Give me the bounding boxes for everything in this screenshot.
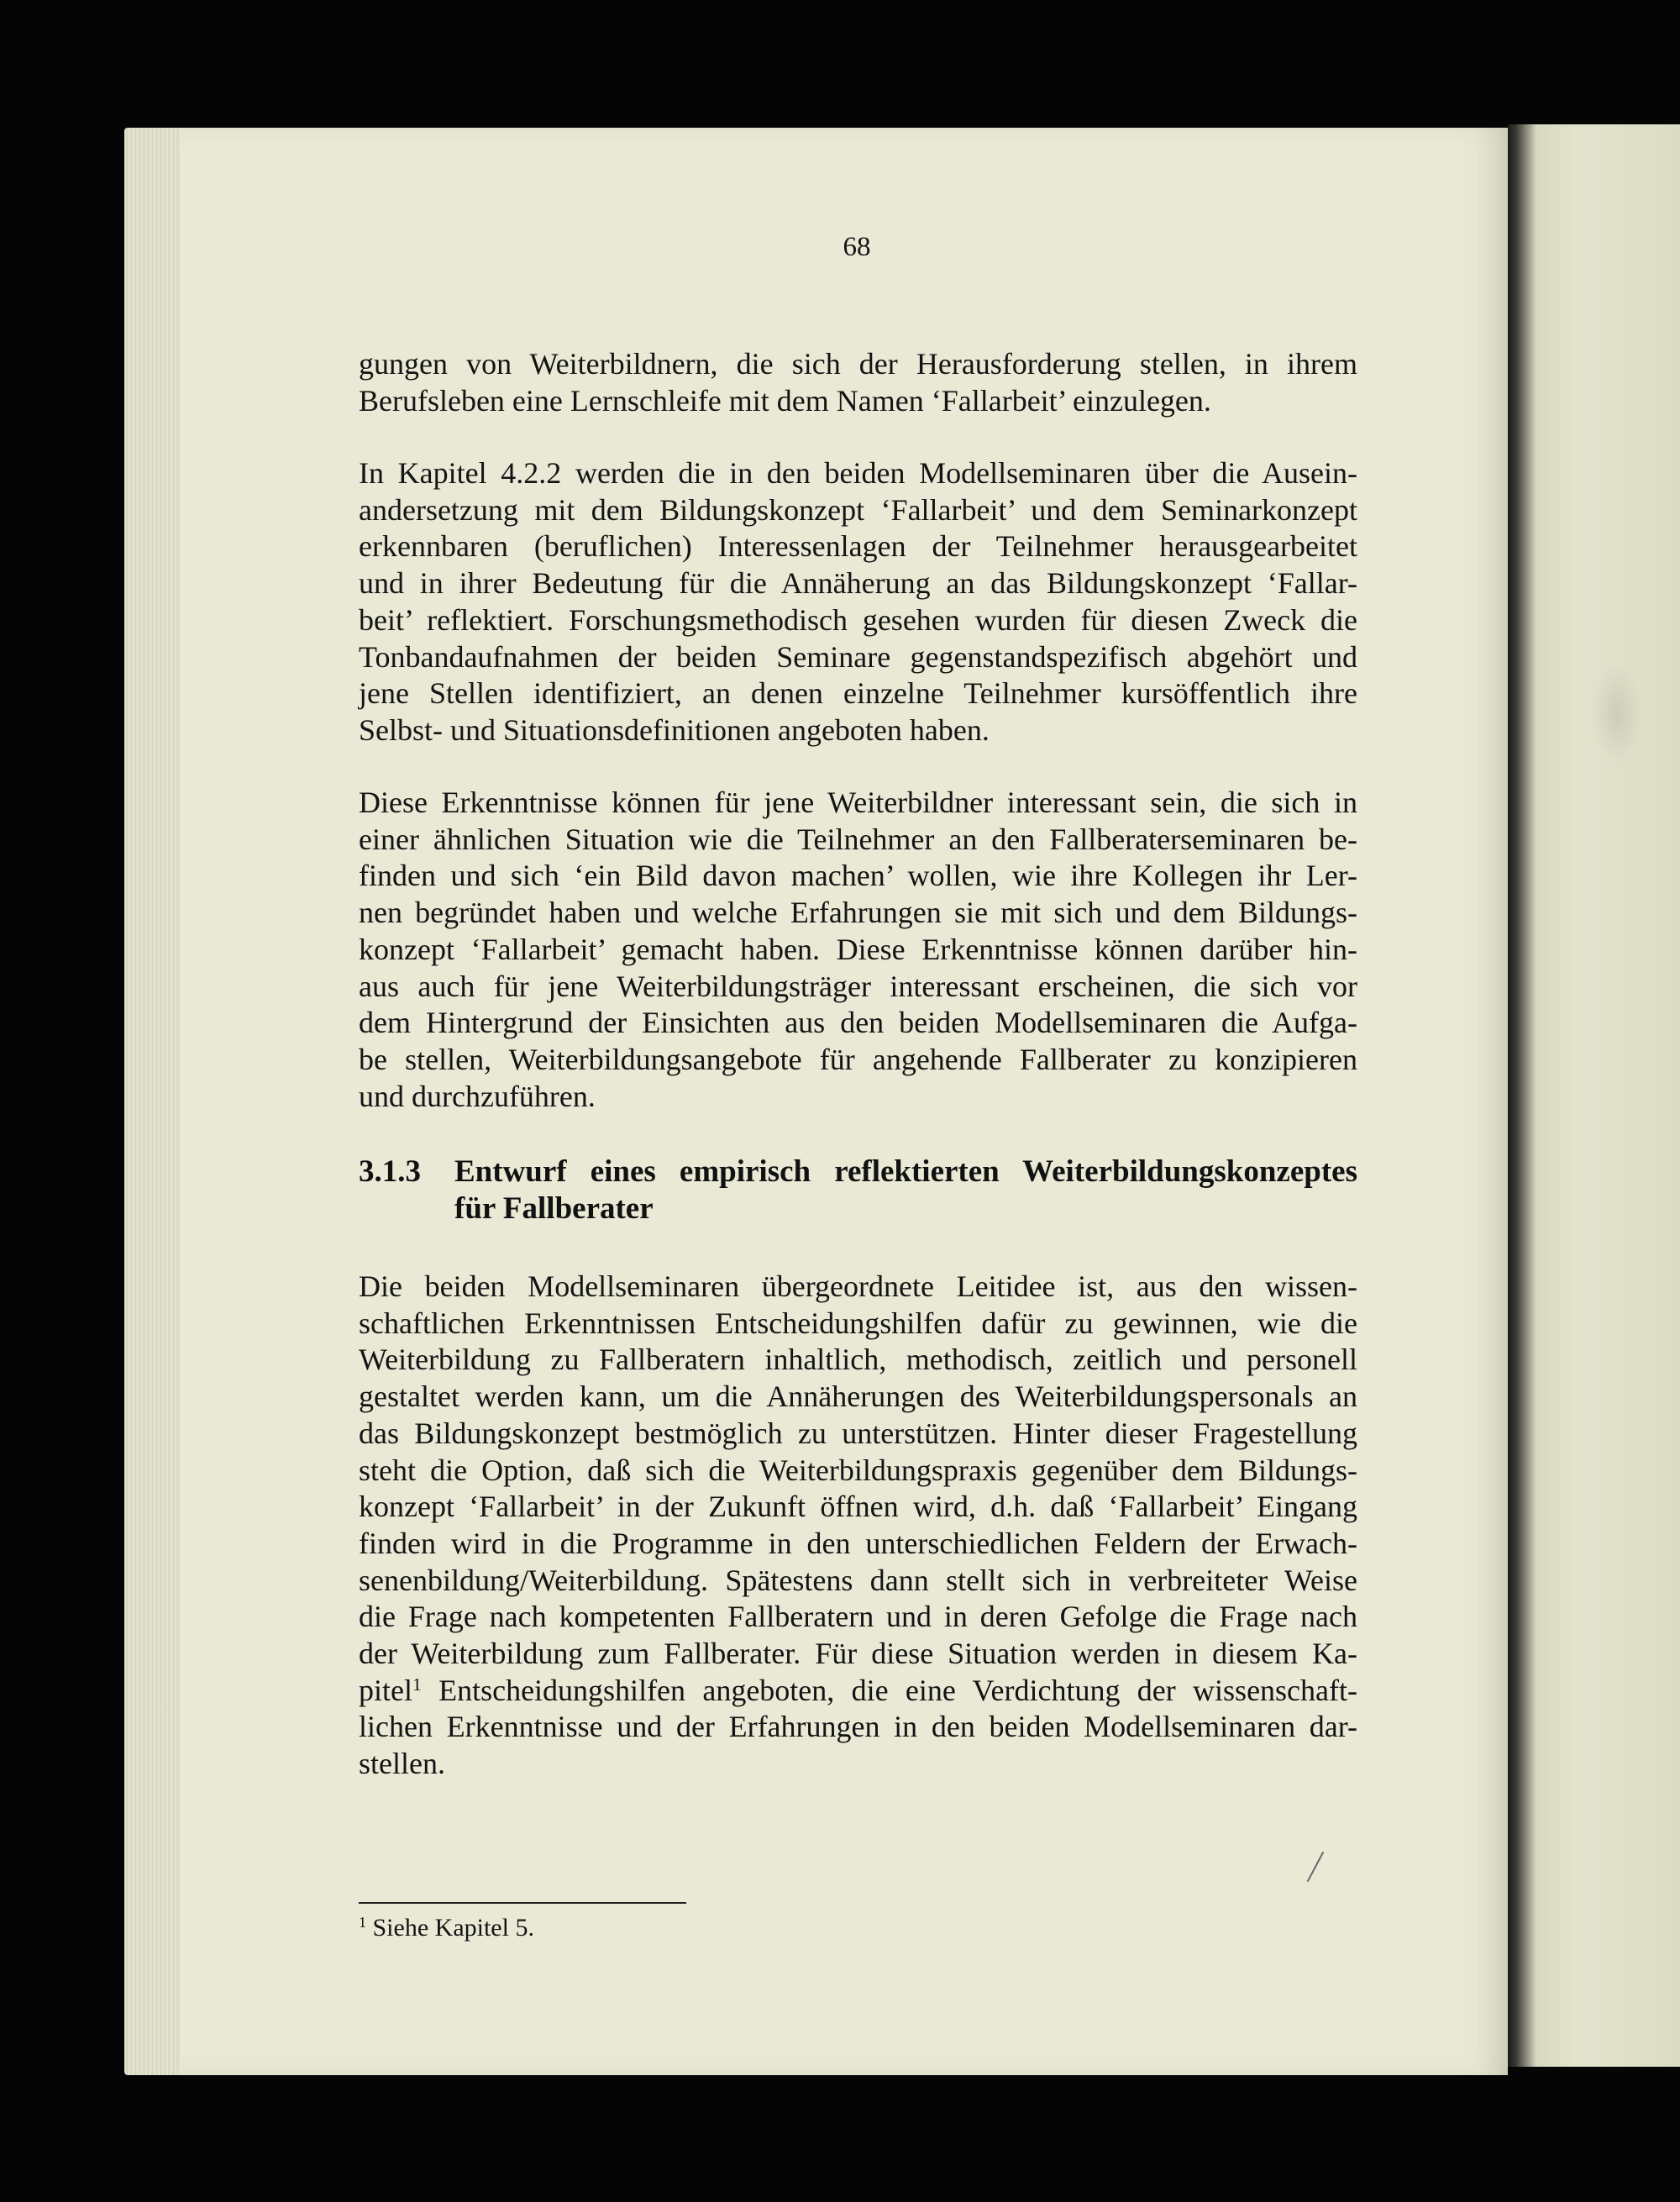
text-line: einer ähnlichen Situation wie die Teilnehmer an den Fallberaterseminaren be-	[359, 822, 1357, 856]
text-line: und in ihrer Bedeutung für die Annäherung an das Bildungskonzept ‘Fallar-	[359, 566, 1357, 601]
page-number: 68	[843, 232, 871, 262]
text-line: gungen von Weiterbildnern, die sich der Herausforderung stellen, in ihrem	[359, 347, 1357, 381]
text-line: be stellen, Weiterbildungsangebote für angehende Fallberater zu konzipieren	[359, 1042, 1357, 1076]
text-line: lichen Erkenntnisse und der Erfahrungen in den beiden Modellseminaren dar-	[359, 1710, 1357, 1744]
footnote-reference[interactable]: 1	[412, 1674, 422, 1695]
text-fragment: pitel	[359, 1673, 412, 1707]
text-line: beit’ reflektiert. Forschungsmethodisch gesehen wurden für diesen Zweck die	[359, 602, 1357, 637]
paragraph-continuation	[359, 346, 1357, 419]
section-number: 3.1.3	[359, 1154, 421, 1189]
text-line: stellen.	[359, 1747, 445, 1781]
text-line: nen begründet haben und welche Erfahrungen sie mit sich und dem Bildungs-	[359, 896, 1357, 930]
text-line: In Kapitel 4.2.2 werden die in den beiden Modellseminaren über die Ausein-	[359, 456, 1357, 490]
text-line: aus auch für jene Weiterbildungsträger interessant erscheinen, die sich vor	[359, 969, 1357, 1003]
text-line: schaftlichen Erkenntnissen Entscheidungshilfen dafür zu gewinnen, wie die	[359, 1306, 1357, 1340]
footnote-marker: 1	[359, 1914, 366, 1931]
section-title-line: Entwurf eines empirisch reflektierten Weiterbildungskonzeptes	[454, 1154, 1357, 1189]
text-line: Tonbandaufnahmen der beiden Seminare gegenstandspezifisch abgehört und	[359, 639, 1357, 674]
paragraph-kapitel-4-2-2	[359, 455, 1357, 749]
text-line: erkennbaren (beruflichen) Interessenlagen der Teilnehmer herausgearbeitet	[359, 529, 1357, 564]
text-line: steht die Option, daß sich die Weiterbildungspraxis gegenüber dem Bildungs-	[359, 1453, 1357, 1487]
paragraph-erkenntnisse	[359, 785, 1357, 1115]
footnote	[359, 1911, 534, 1945]
text-line: Die beiden Modellseminaren übergeordnete Leitidee ist, aus den wissen-	[359, 1269, 1357, 1303]
text-line: der Weiterbildung zum Fallberater. Für diese Situation werden in diesem Ka-	[359, 1637, 1357, 1671]
text-line: gestaltet werden kann, um die Annäherungen des Weiterbildungspersonals an	[359, 1380, 1357, 1414]
next-page-edge	[1508, 124, 1680, 2067]
text-line: Weiterbildung zu Fallberatern inhaltlich, methodisch, zeitlich und personell	[359, 1343, 1357, 1377]
next-page-bleed-through	[1592, 664, 1642, 765]
text-line: Berufsleben eine Lernschleife mit dem Namen ‘Fallarbeit’ einzulegen.	[359, 383, 1211, 418]
text-line: andersetzung mit dem Bildungskonzept ‘Fallarbeit’ und dem Seminarkonzept	[359, 492, 1357, 527]
text-line: und durchzuführen.	[359, 1079, 596, 1113]
text-line: konzept ‘Fallarbeit’ in der Zukunft öffnen wird, d.h. daß ‘Fallarbeit’ Eingang	[359, 1490, 1357, 1524]
text-line: jene Stellen identifiziert, an denen einzelne Teilnehmer kursöffentlich ihre	[359, 676, 1357, 711]
text-line: senenbildung/Weiterbildung. Spätestens dann stellt sich in verbreiteter Weise	[359, 1563, 1357, 1597]
footnote-rule	[359, 1902, 686, 1904]
text-line: finden wird in die Programme in den unterschiedlichen Feldern der Erwach-	[359, 1526, 1357, 1560]
text-line: Selbst- und Situationsdefinitionen angeboten haben.	[359, 712, 990, 747]
text-line: Diese Erkenntnisse können für jene Weiterbildner interessant sein, die sich in	[359, 786, 1357, 819]
text-line-with-footnote-ref	[359, 1673, 1357, 1710]
text-line: das Bildungskonzept bestmöglich zu unterstützen. Hinter dieser Fragestellung	[359, 1416, 1357, 1450]
text-line: dem Hintergrund der Einsichten aus den beiden Modellseminaren die Aufga-	[359, 1006, 1357, 1040]
section-title-line: für Fallberater	[454, 1191, 654, 1226]
section-title	[454, 1154, 1357, 1227]
text-fragment: Entscheidungshilfen angeboten, die eine Verdichtung der wissenschaft-	[421, 1673, 1357, 1707]
paragraph-leitidee	[359, 1269, 1357, 1783]
footnote-text: Siehe Kapitel 5.	[366, 1914, 534, 1942]
text-line: die Frage nach kompetenten Fallberatern und in deren Gefolge die Frage nach	[359, 1600, 1357, 1634]
text-line: finden und sich ‘ein Bild davon machen’ wollen, wie ihre Kollegen ihr Ler-	[359, 859, 1357, 893]
text-line: konzept ‘Fallarbeit’ gemacht haben. Diese Erkenntnisse können darüber hin-	[359, 932, 1357, 966]
